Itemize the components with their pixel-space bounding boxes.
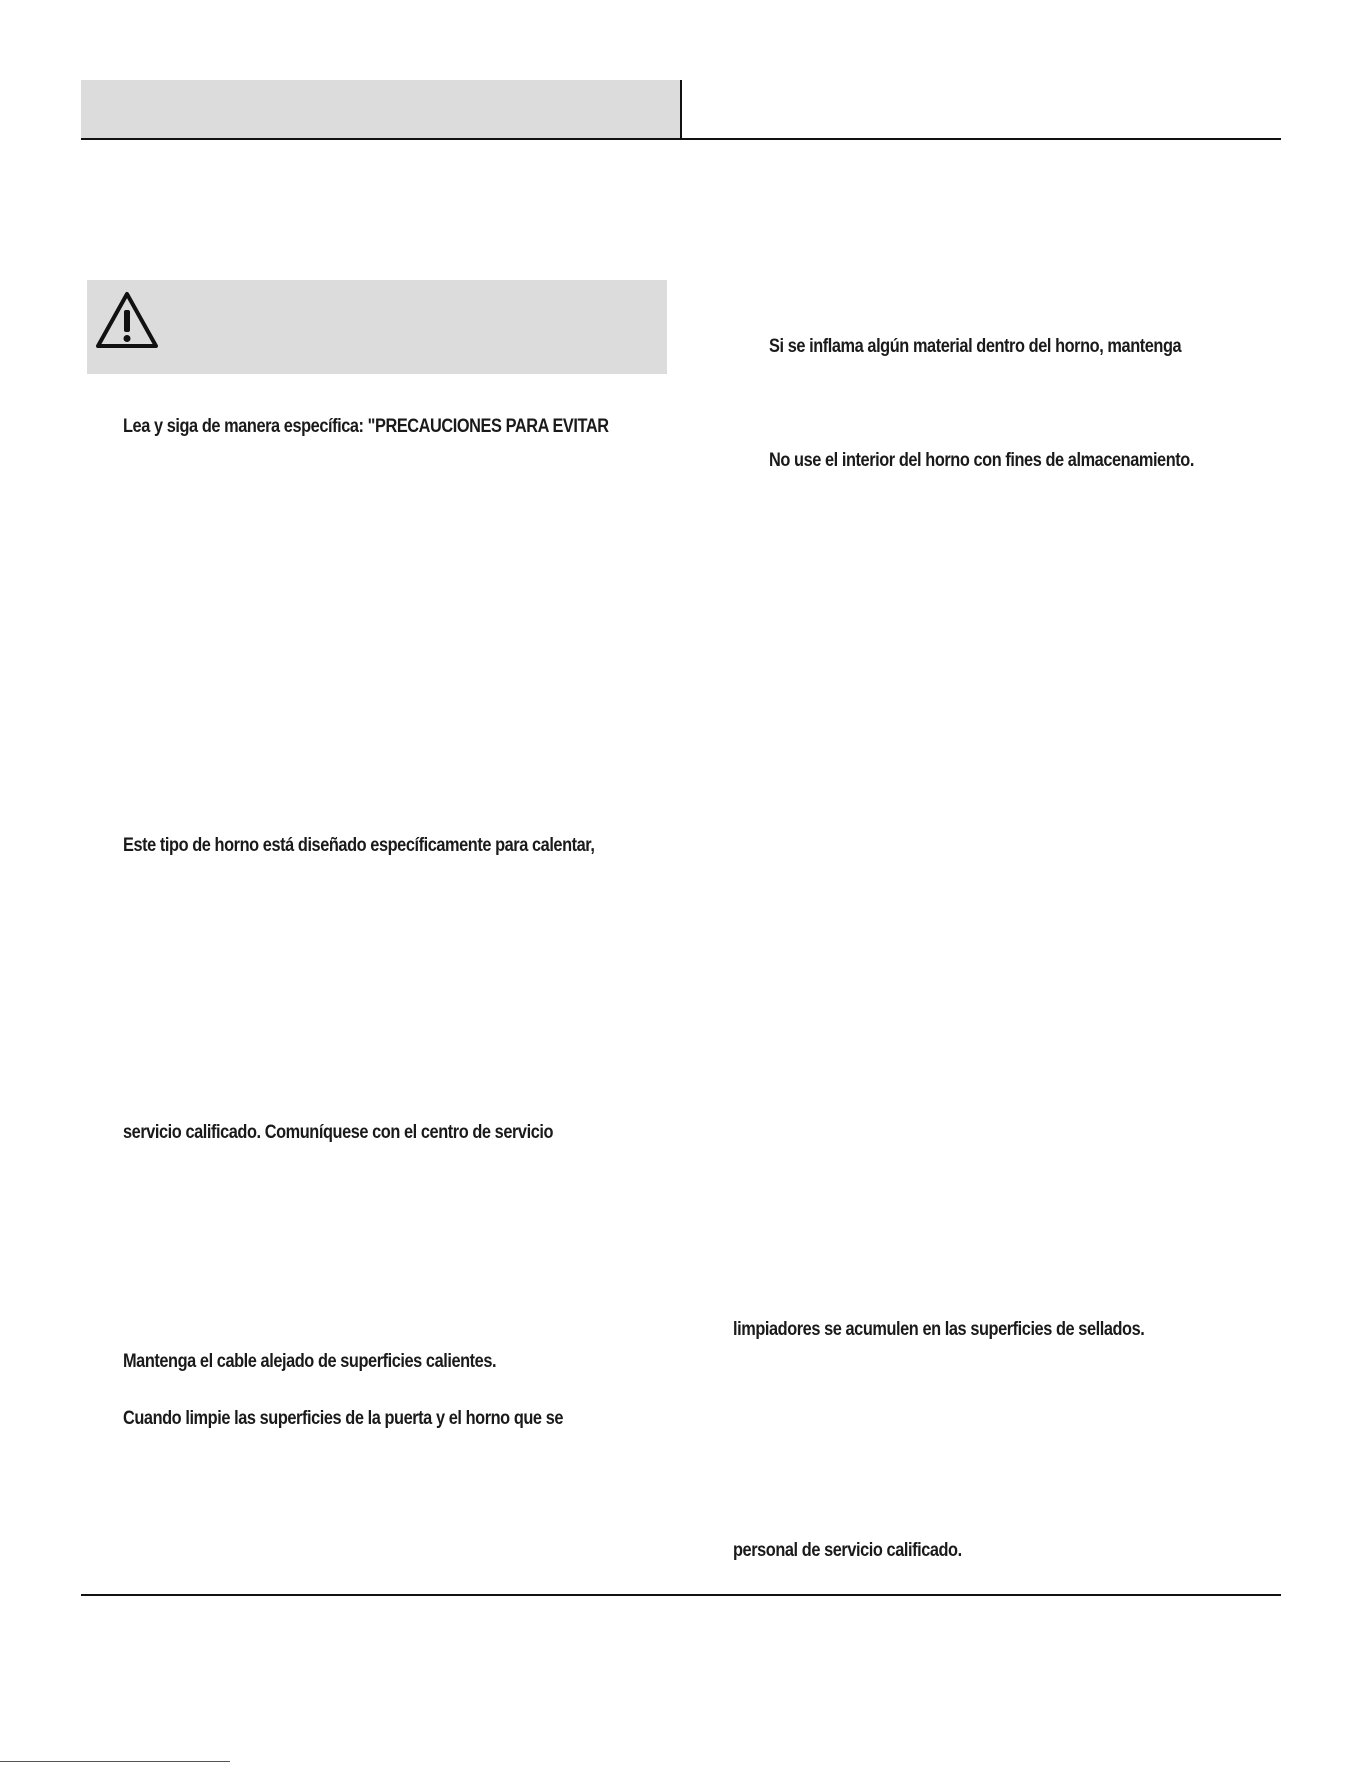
warning-box (87, 280, 667, 374)
left-paragraph-2: Este tipo de horno está diseñado específicamente para calentar, (123, 835, 595, 856)
right-paragraph-1: Si se inflama algún material dentro del horno, mantenga (769, 336, 1182, 357)
header-rule (81, 138, 1281, 140)
left-paragraph-5: Cuando limpie las superficies de la puerta y el horno que se (123, 1408, 564, 1429)
right-paragraph-4: personal de servicio calificado. (733, 1540, 962, 1561)
header-band (81, 80, 681, 138)
right-paragraph-2: No use el interior del horno con fines de almacenamiento. (769, 450, 1194, 471)
left-paragraph-1: Lea y siga de manera específica: "PRECAUCIONES PARA EVITAR (123, 416, 609, 437)
left-paragraph-4: Mantenga el cable alejado de superficies calientes. (123, 1351, 497, 1372)
left-paragraph-3: servicio calificado. Comuníquese con el centro de servicio (123, 1122, 554, 1143)
header-divider (680, 80, 682, 140)
footer-rule (81, 1594, 1281, 1596)
warning-triangle-icon (95, 291, 159, 349)
right-paragraph-3: limpiadores se acumulen en las superficies de sellados. (733, 1319, 1145, 1340)
bottom-edge-mark (0, 1761, 230, 1762)
